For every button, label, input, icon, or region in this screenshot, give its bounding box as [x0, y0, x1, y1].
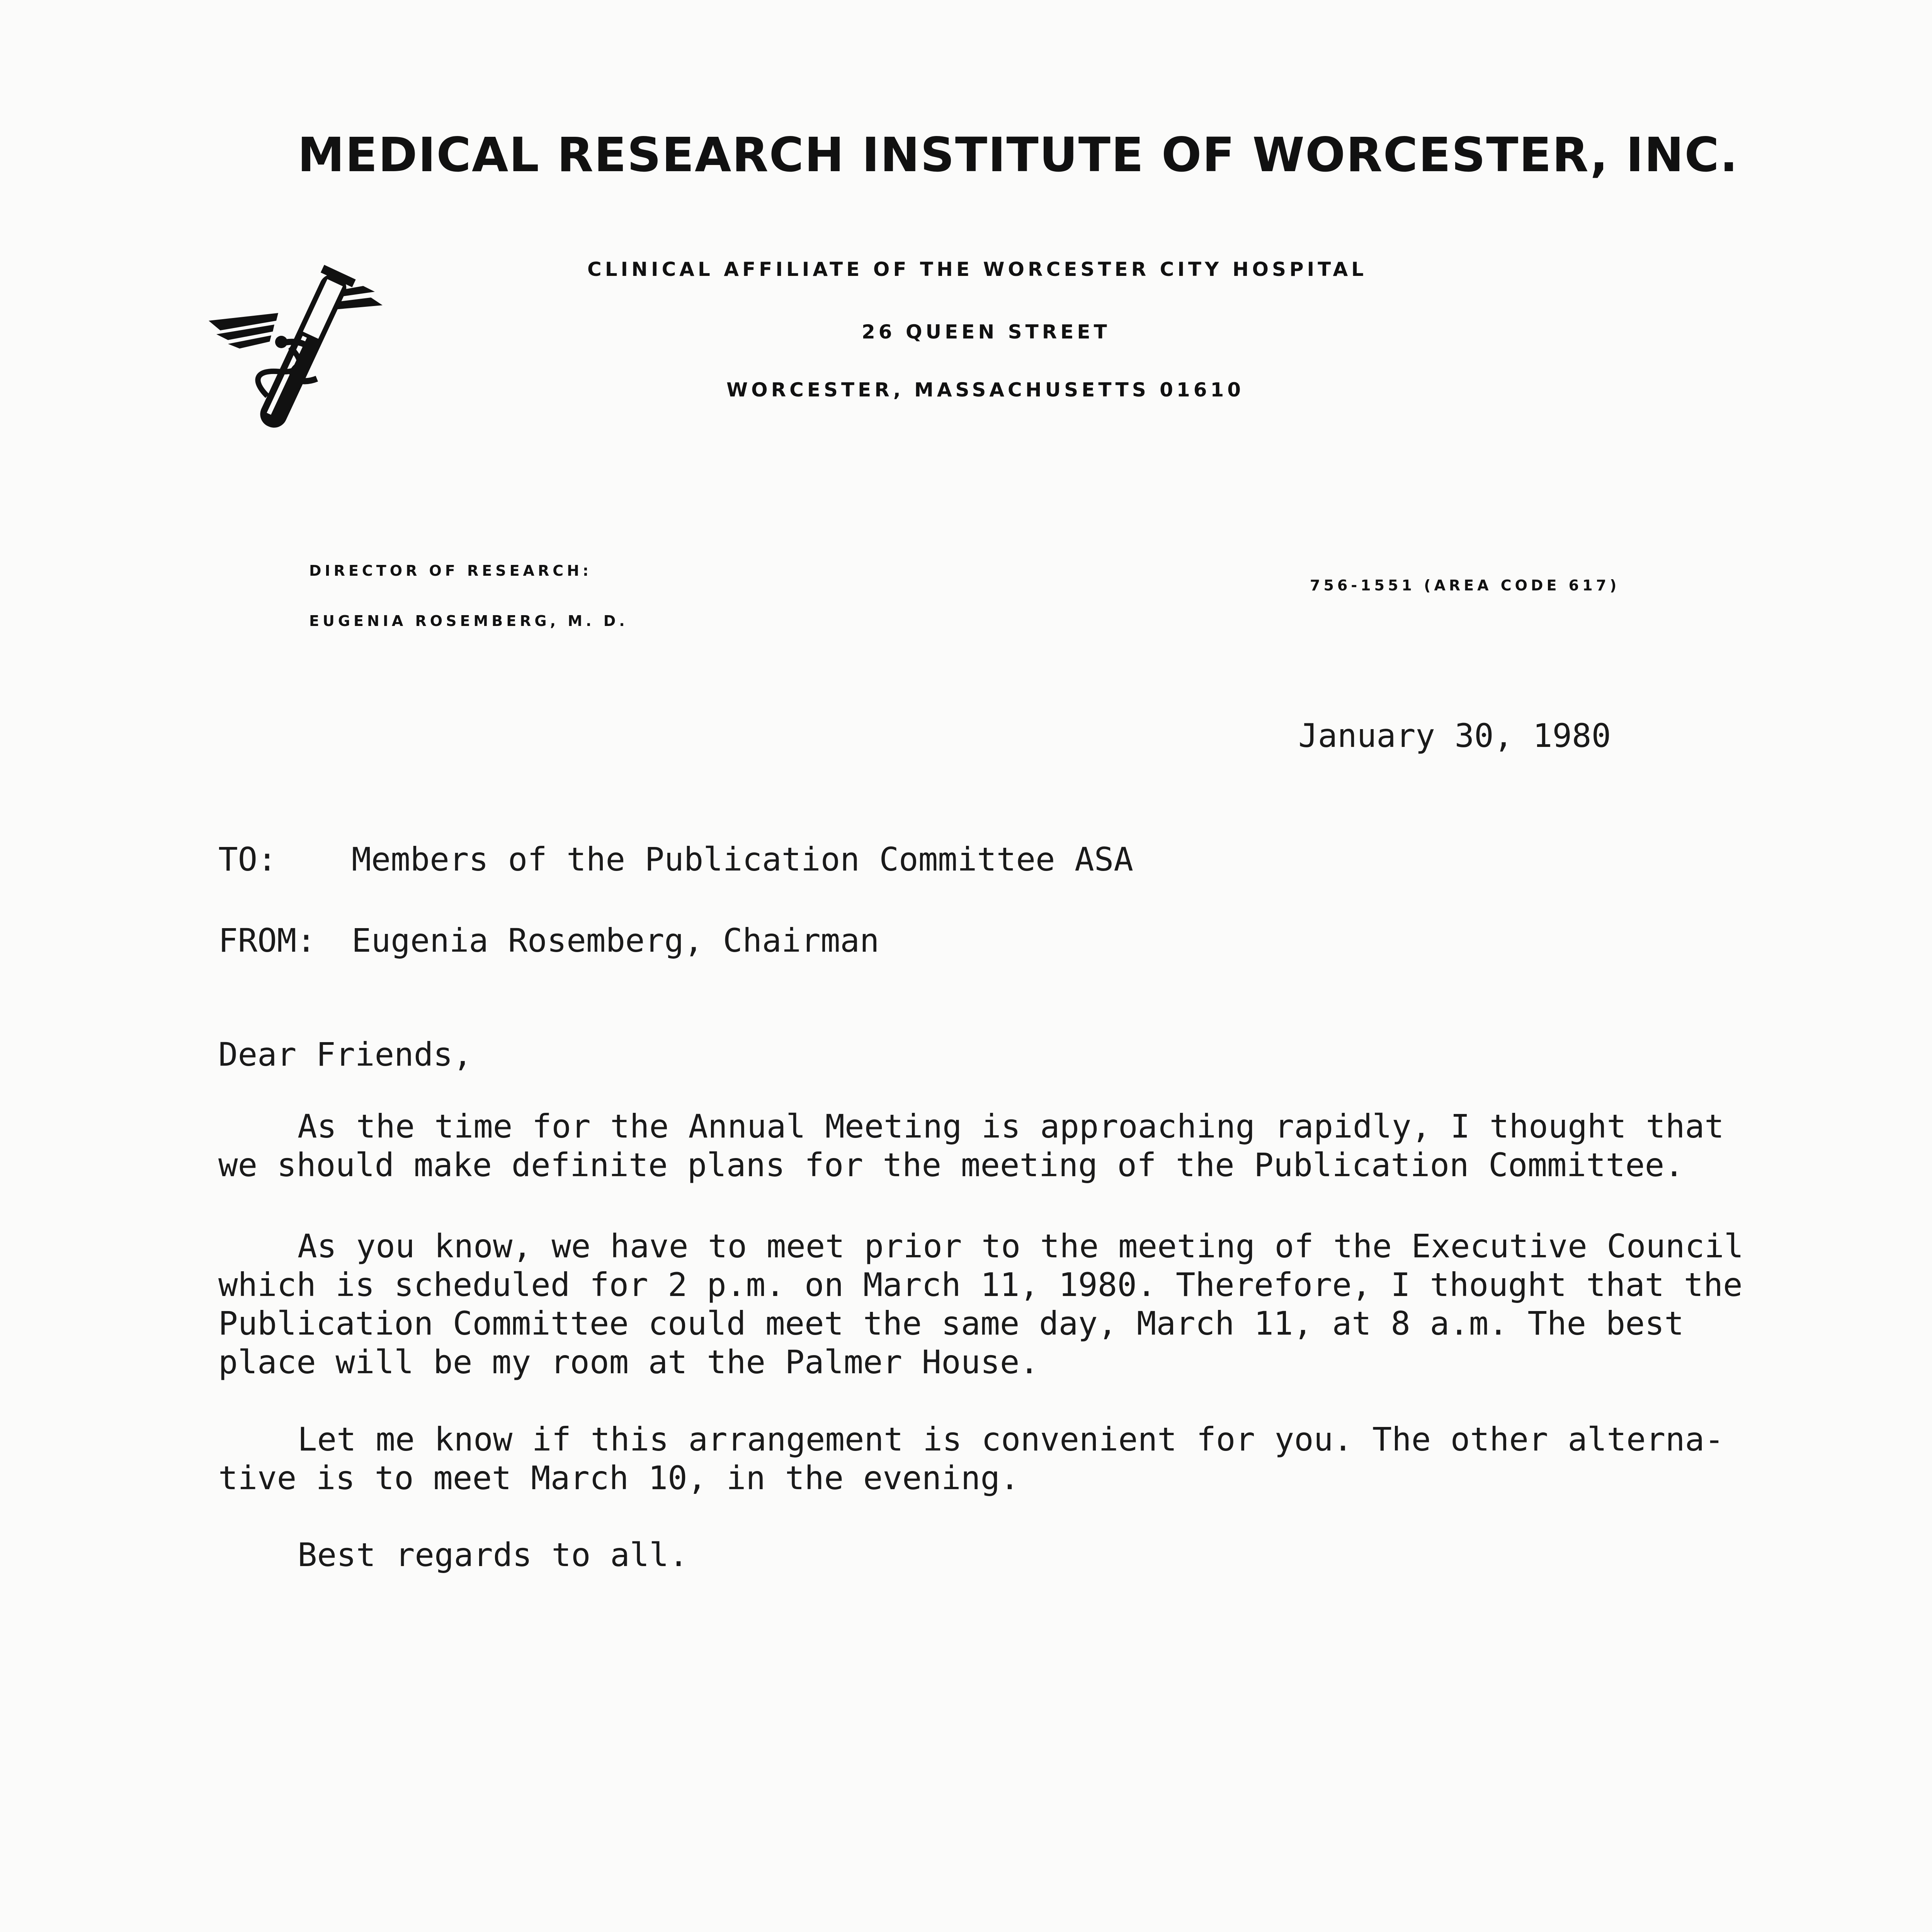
paragraph-line: As you know, we have to meet prior to the meeting of the Executive Council — [298, 1227, 1744, 1265]
affiliation-line: CLINICAL AFFILIATE OF THE WORCESTER CITY HOSPITAL — [587, 258, 1367, 281]
paragraph-line: place will be my room at the Palmer House. — [218, 1343, 1039, 1381]
director-name: EUGENIA ROSEMBERG, M. D. — [309, 612, 628, 629]
paragraph-3 — [218, 1420, 1724, 1497]
closing-line: Best regards to all. — [298, 1536, 689, 1574]
paragraph-line: which is scheduled for 2 p.m. on March 11, 1980. Therefore, I thought that the — [218, 1266, 1743, 1304]
caduceus-test-tube-icon — [205, 263, 386, 456]
salutation: Dear Friends, — [218, 1036, 473, 1073]
from-sender: Eugenia Rosemberg, Chairman — [352, 922, 879, 959]
to-recipients: Members of the Publication Committee ASA — [352, 840, 1133, 878]
street-address: 26 QUEEN STREET — [862, 321, 1111, 343]
organization-name: MEDICAL RESEARCH INSTITUTE OF WORCESTER, INC. — [298, 128, 1739, 182]
paragraph-line: Publication Committee could meet the same day, March 11, at 8 a.m. The best — [218, 1304, 1684, 1342]
paragraph-line: Let me know if this arrangement is convenient for you. The other alterna- — [298, 1420, 1724, 1458]
to-label: TO: — [218, 840, 277, 878]
city-state-zip: WORCESTER, MASSACHUSETTS 01610 — [726, 379, 1245, 401]
paragraph-1 — [218, 1107, 1724, 1184]
paragraph-line: As the time for the Annual Meeting is approaching rapidly, I thought that — [298, 1107, 1724, 1145]
phone-number: 756-1551 (AREA CODE 617) — [1310, 577, 1620, 594]
paragraph-2 — [218, 1227, 1743, 1381]
letter-date: January 30, 1980 — [1298, 717, 1611, 755]
paragraph-line: tive is to meet March 10, in the evening. — [218, 1459, 1020, 1497]
from-label: FROM: — [218, 922, 316, 959]
paragraph-line: we should make definite plans for the meeting of the Publication Committee. — [218, 1146, 1684, 1184]
director-label: DIRECTOR OF RESEARCH: — [309, 562, 592, 579]
